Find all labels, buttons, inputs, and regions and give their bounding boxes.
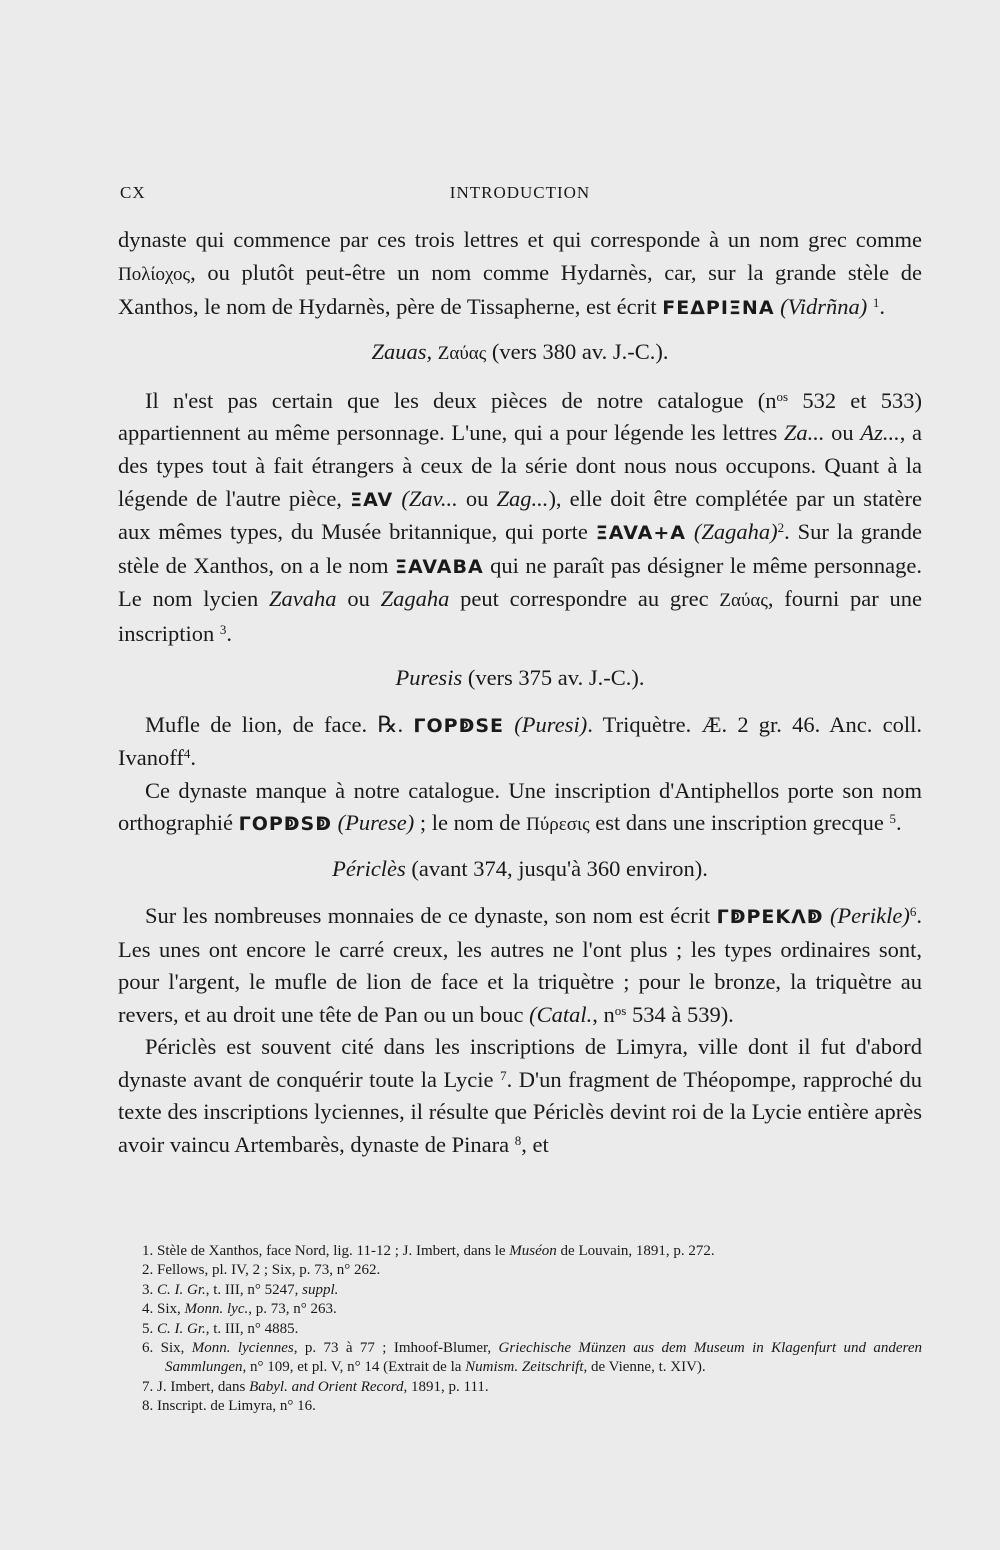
footnote-1: 1. Stèle de Xanthos, face Nord, lig. 11-12 ; J. Imbert, dans le Muséon de Louvain, 1891, p. 272. [142, 1243, 715, 1259]
footnote-ref: 2 [777, 520, 785, 536]
footnote-ref: 5 [889, 811, 897, 827]
section-heading-zauas: Zauas, Ζαύας (vers 380 av. J.-C.). [371, 338, 669, 364]
footnote-5: 5. C. I. Gr., t. III, n° 4885. [142, 1320, 299, 1337]
footnote-6: 6. Six, Monn. lyciennes, p. 73 à 77 ; Imhoof-Blumer, Griechische Münzen aus dem Museum in Klagenfurt und anderen Sammlungen, n° 109, et pl. V, n° 14 (Extrait de la Numism. Zeitschrift, de Vienne, t. XIV). [142, 1340, 922, 1376]
paragraph-puresis: Ce dynaste manque à notre catalogue. Une inscription d'Antiphellos porte son nom orthographié ΓOPↁSↁ (Purese) ; le nom de Πύρεσις est dans une inscription grecque $^5$. [118, 777, 922, 836]
footnote-ref: 3 [219, 621, 227, 637]
greek-word: Πύρεσις [526, 814, 590, 836]
footnote-ref: 8 [514, 1133, 522, 1149]
lycian-legend: ΞAVA+A [595, 522, 686, 545]
paragraph-dynaste: dynaste qui commence par ces trois lettres et qui corresponde à un nom grec comme Πολίοχος, ou plutôt peut-être un nom comme Hydarnès, car, sur la grande stèle de Xanthos, le nom de Hydarnès, père de Tissapherne, est écrit FEΔPIΞNA (Vidrñna) $^1$. [118, 227, 922, 320]
footnote-ref: 7 [500, 1067, 507, 1083]
footnote-7: 7. J. Imbert, dans Babyl. and Orient Record, 1891, p. 111. [142, 1378, 489, 1395]
section-heading-pericles: Périclès (avant 374, jusqu'à 360 environ). [332, 855, 708, 881]
main-text [118, 224, 922, 1162]
lycian-legend: ΓOPↁSↁ [238, 813, 333, 836]
footnote-ref: 4 [183, 746, 191, 762]
section-heading-puresis: Puresis (vers 375 av. J.-C.). [395, 664, 645, 690]
footnotes [142, 1242, 922, 1417]
paragraph-puresis-coin: Mufle de lion, de face. ℞. ΓOPↁSE (Puresi). Triquètre. Æ. 2 gr. 46. Anc. coll. Ivanoff$^4$. [118, 711, 923, 771]
paragraph-pericles-coins: Sur les nombreuses monnaies de ce dynaste, son nom est écrit ΓↁPEKΛↁ (Perikle)$^6$. Les unes ont encore le carré creux, les autres ne l'ont plus ; les types ordinaires sont, pour l'argent, le mufle de lion de face et la triquètre ; pour le bronze, la triquètre au revers, et au droit une tête de Pan ou un bouc (Catal., $n^{os}$ 534 à 539). [118, 902, 923, 1027]
footnote-2: 2. Fellows, pl. IV, 2 ; Six, p. 73, n° 262. [142, 1262, 381, 1279]
footnote-8: 8. Inscript. de Limyra, n° 16. [142, 1398, 316, 1415]
lycian-legend: ΞAV [350, 488, 394, 511]
footnote-ref: 6 [909, 903, 917, 919]
lycian-legend: FEΔPIΞNA [662, 297, 775, 320]
lycian-legend: ΞAVABA [394, 555, 484, 578]
running-title: INTRODUCTION [449, 183, 591, 202]
lycian-legend: ΓOPↁSE [413, 714, 505, 737]
page-number: CX [120, 183, 146, 202]
greek-word: Πολίοχος [118, 263, 191, 285]
lycian-legend: ΓↁPEKΛↁ [716, 905, 824, 928]
footnote-ref: 1 [872, 295, 880, 311]
paragraph-pericles-limyra: Périclès est souvent cité dans les inscriptions de Limyra, ville dont il fut d'abord dynaste avant de conquérir toute la Lycie $^7$. D'un fragment de Théopompe, rapproché du texte des inscriptions lyciennes, il résulte que Périclès devint roi de la Lycie entière après avoir vaincu Artembarès, dynaste de Pinara $^8$, et [118, 1034, 922, 1158]
footnote-4: 4. Six, Monn. lyc., p. 73, n° 263. [142, 1301, 337, 1318]
footnote-3: 3. C. I. Gr., t. III, n° 5247, suppl. [142, 1281, 339, 1298]
greek-word: Ζαύας [719, 590, 768, 612]
paragraph-zauas: Il n'est pas certain que les deux pièces de notre catalogue ($n^{os}$ 532 et 533) appartiennent au même personnage. L'une, qui a pour légende les lettres Za... ou Az..., a des types tout à fait étrangers à ceux de la série dont nous nous occupons. Quant à la légende de l'autre pièce, ΞAV (Zav... ou Zag...), elle doit être complétée par un statère aux mêmes types, du Musée britannique, qui porte ΞAVA+A (Zagaha)$^2$. Sur la grande stèle de Xanthos, on a le nom ΞAVABA qui ne paraît pas désigner le même personnage. Le nom lycien Zavaha ou Zagaha peut correspondre au grec Ζαύας, fourni par une inscription $^3$. [118, 387, 923, 646]
